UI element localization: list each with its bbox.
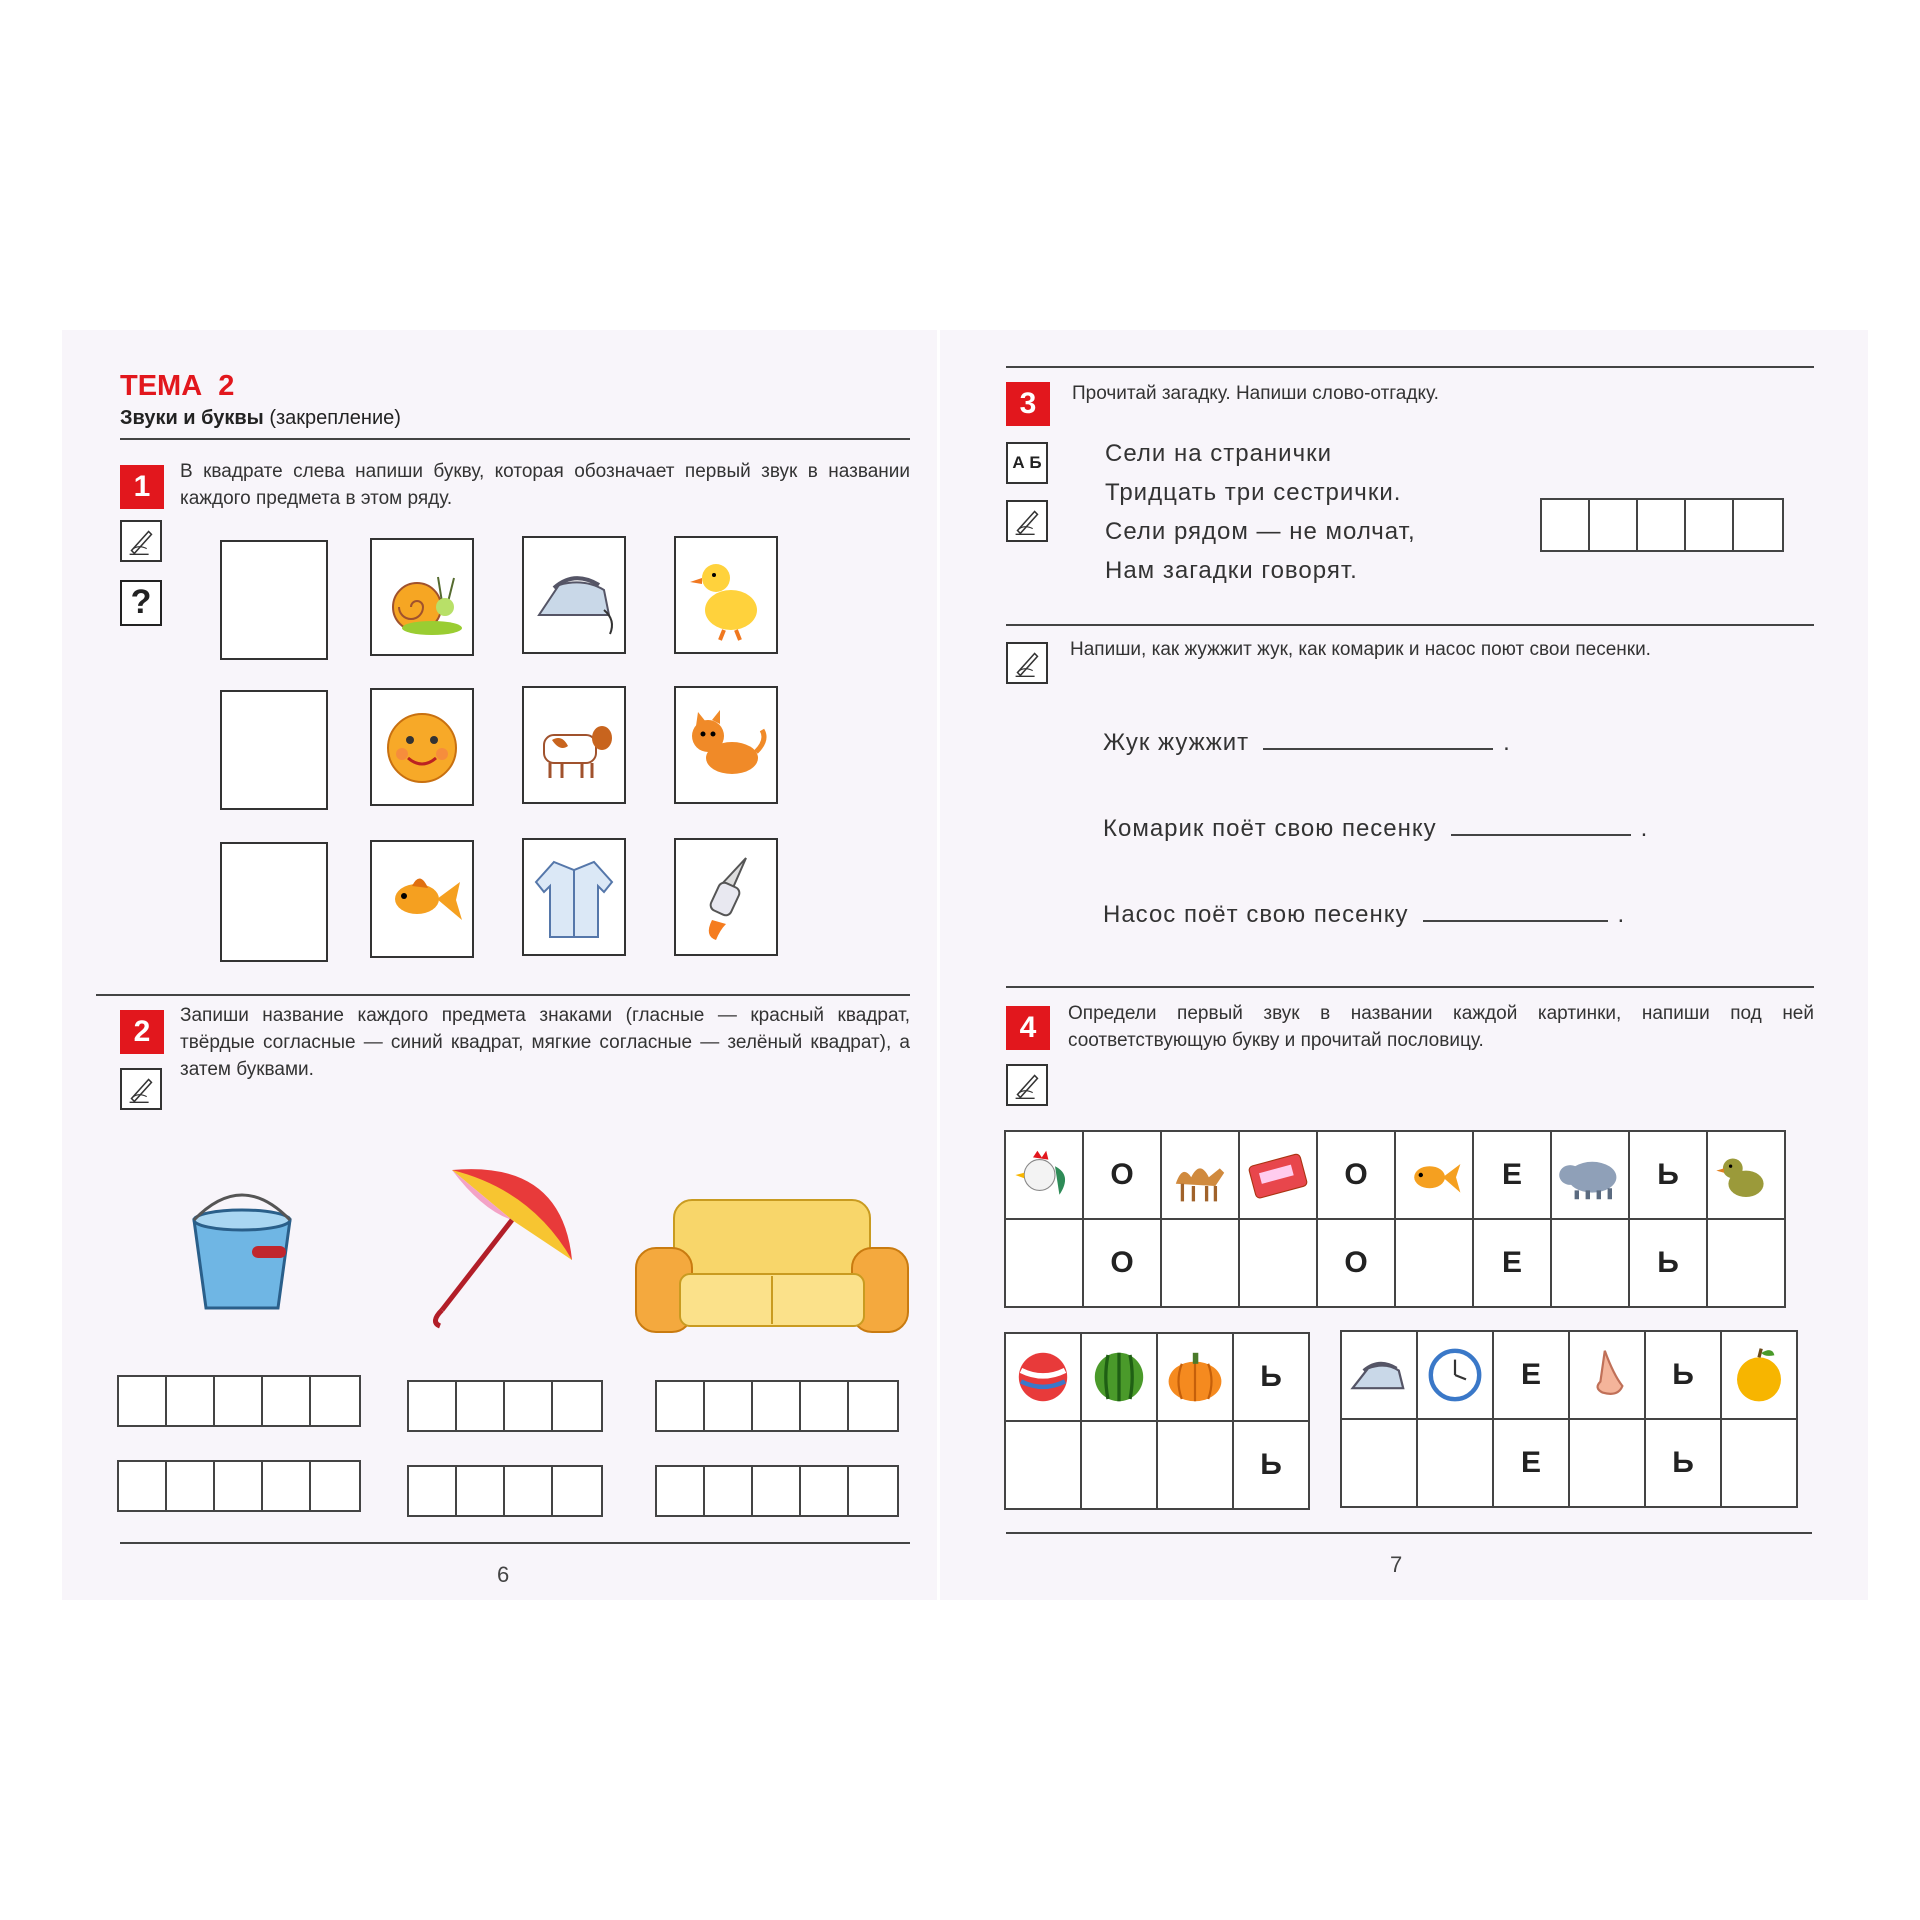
watermelon-icon	[1081, 1333, 1157, 1421]
answer-cell[interactable]: Ь	[1233, 1421, 1309, 1509]
proverb-grid-1	[1004, 1130, 1786, 1308]
riddle-line: Нам загадки говорят.	[1105, 557, 1358, 584]
proverb-grid-3	[1340, 1330, 1798, 1508]
letter-cell: Ь	[1233, 1333, 1309, 1421]
answer-cell[interactable]	[1161, 1219, 1239, 1307]
pencil-icon	[120, 520, 162, 562]
task-number-2: 2	[120, 1010, 164, 1054]
left-page	[62, 330, 937, 1600]
picture-row	[1005, 1131, 1785, 1219]
answer-cell[interactable]	[1707, 1219, 1785, 1307]
answer-line[interactable]	[1263, 728, 1493, 750]
topic-subtitle	[120, 407, 401, 430]
pencil-icon	[1006, 642, 1048, 684]
answer-row	[1341, 1419, 1797, 1507]
period: .	[1503, 729, 1511, 756]
cow-icon	[522, 686, 626, 804]
task-3-text: Прочитай загадку. Напиши слово-отгадку.	[1072, 383, 1439, 404]
song-line-pump	[1103, 900, 1625, 929]
answer-row	[1005, 1219, 1785, 1307]
jacket-icon	[522, 838, 626, 956]
picture-row	[1341, 1331, 1797, 1419]
camel-icon	[1161, 1131, 1239, 1219]
task-1-text: В квадрате слева напиши букву, которая обозначает первый звук в названии каждого предмета в этом ряду.	[180, 461, 910, 509]
letter-cell: Е	[1473, 1131, 1551, 1219]
letter-cell: О	[1317, 1131, 1395, 1219]
answer-cell[interactable]	[1721, 1419, 1797, 1507]
divider	[120, 438, 910, 440]
topic-label: ТЕМА	[120, 370, 203, 402]
answer-cell[interactable]: О	[1083, 1219, 1161, 1307]
letter-cells-2[interactable]	[407, 1465, 603, 1517]
hippo-icon	[1551, 1131, 1629, 1219]
letter-cells-1[interactable]	[117, 1460, 361, 1512]
sound-cells-1[interactable]	[117, 1375, 361, 1427]
goldfish-icon	[1395, 1131, 1473, 1219]
answer-cell[interactable]	[1005, 1219, 1083, 1307]
answer-square[interactable]	[220, 842, 328, 962]
task-2-text: Запиши название каждого предмета знаками (гласные — красный квадрат, твёрдые согласные — синий квадрат, мягкие согласные — зелёный квадрат), а затем буквами.	[180, 1005, 910, 1080]
task-number-1: 1	[120, 465, 164, 509]
period: .	[1617, 901, 1626, 928]
answer-cell[interactable]	[1081, 1421, 1157, 1509]
clock-icon	[1417, 1331, 1493, 1419]
divider	[1006, 1532, 1812, 1534]
kolobok-icon	[370, 688, 474, 806]
letter-cell: О	[1083, 1131, 1161, 1219]
right-page	[940, 330, 1868, 1600]
song-prompt: Насос поёт свою песенку	[1103, 901, 1409, 928]
picture-row	[1005, 1333, 1309, 1421]
song-prompt: Комарик поёт свою песенку	[1103, 815, 1437, 842]
calculator-icon	[1239, 1131, 1317, 1219]
riddle-text	[1105, 434, 1416, 590]
topic-title	[120, 370, 234, 403]
pencil-icon	[1006, 500, 1048, 542]
pencil-icon	[120, 1068, 162, 1110]
subtitle-note: (закрепление)	[269, 407, 401, 429]
answer-line[interactable]	[1423, 900, 1608, 922]
divider	[1006, 986, 1814, 988]
song-prompt: Жук жужжит	[1103, 729, 1250, 756]
answer-cells[interactable]	[1540, 498, 1784, 552]
answer-cell[interactable]: О	[1317, 1219, 1395, 1307]
nose-icon	[1569, 1331, 1645, 1419]
letter-cells-3[interactable]	[655, 1465, 899, 1517]
sofa-icon	[634, 1190, 910, 1340]
divider	[1006, 624, 1814, 626]
answer-cell[interactable]	[1157, 1421, 1233, 1509]
answer-cell[interactable]	[1417, 1419, 1493, 1507]
riddle-line: Сели на странички	[1105, 440, 1332, 467]
page-number: 7	[1390, 1552, 1403, 1577]
task-number-4: 4	[1006, 1006, 1050, 1050]
period: .	[1640, 815, 1649, 842]
reading-icon: А Б	[1006, 442, 1048, 484]
apple-icon	[1721, 1331, 1797, 1419]
song-line-mosquito	[1103, 814, 1648, 843]
answer-cell[interactable]	[1239, 1219, 1317, 1307]
letter-cell: Ь	[1629, 1131, 1707, 1219]
subtitle-main: Звуки и буквы	[120, 407, 264, 429]
task-number-3: 3	[1006, 382, 1050, 426]
rocket-icon	[674, 838, 778, 956]
answer-cell[interactable]: Е	[1493, 1419, 1569, 1507]
answer-cell[interactable]	[1569, 1419, 1645, 1507]
divider	[1006, 366, 1814, 368]
answer-cell[interactable]: Ь	[1629, 1219, 1707, 1307]
answer-row	[1005, 1421, 1309, 1509]
answer-line[interactable]	[1451, 814, 1631, 836]
answer-cell[interactable]: Ь	[1645, 1419, 1721, 1507]
answer-cell[interactable]	[1341, 1419, 1417, 1507]
song-line-beetle	[1103, 728, 1511, 757]
answer-square[interactable]	[220, 540, 328, 660]
bucket-icon	[172, 1180, 312, 1320]
pumpkin-icon	[1157, 1333, 1233, 1421]
riddle-line: Тридцать три сестрички.	[1105, 479, 1402, 506]
sound-cells-3[interactable]	[655, 1380, 899, 1432]
goldfish-icon	[370, 840, 474, 958]
sound-cells-2[interactable]	[407, 1380, 603, 1432]
duckling-icon	[674, 536, 778, 654]
riddle-line: Сели рядом — не молчат,	[1105, 518, 1416, 545]
task-4-text: Определи первый звук в названии каждой картинки, напиши под ней соответствующую букву и прочитай пословицу.	[1068, 1003, 1814, 1051]
answer-cell[interactable]	[1005, 1421, 1081, 1509]
rooster-icon	[1005, 1131, 1083, 1219]
answer-cell[interactable]	[1551, 1219, 1629, 1307]
proverb-grid-2	[1004, 1332, 1310, 1510]
divider	[120, 1542, 910, 1544]
iron-icon	[1341, 1331, 1417, 1419]
topic-number: 2	[218, 370, 235, 402]
answer-square[interactable]	[220, 690, 328, 810]
pencil-icon	[1006, 1064, 1048, 1106]
answer-cell[interactable]: Е	[1473, 1219, 1551, 1307]
iron-icon	[522, 536, 626, 654]
divider	[96, 994, 910, 996]
answer-cell[interactable]	[1395, 1219, 1473, 1307]
question-icon: ?	[120, 580, 162, 626]
songs-task-text: Напиши, как жужжит жук, как комарик и насос поют свои песенки.	[1070, 639, 1651, 660]
letter-cell: Ь	[1645, 1331, 1721, 1419]
ball-icon	[1005, 1333, 1081, 1421]
kitten-icon	[674, 686, 778, 804]
umbrella-icon	[412, 1150, 592, 1330]
letter-cell: Е	[1493, 1331, 1569, 1419]
duckling-icon	[1707, 1131, 1785, 1219]
page-number: 6	[497, 1562, 510, 1587]
snail-icon	[370, 538, 474, 656]
